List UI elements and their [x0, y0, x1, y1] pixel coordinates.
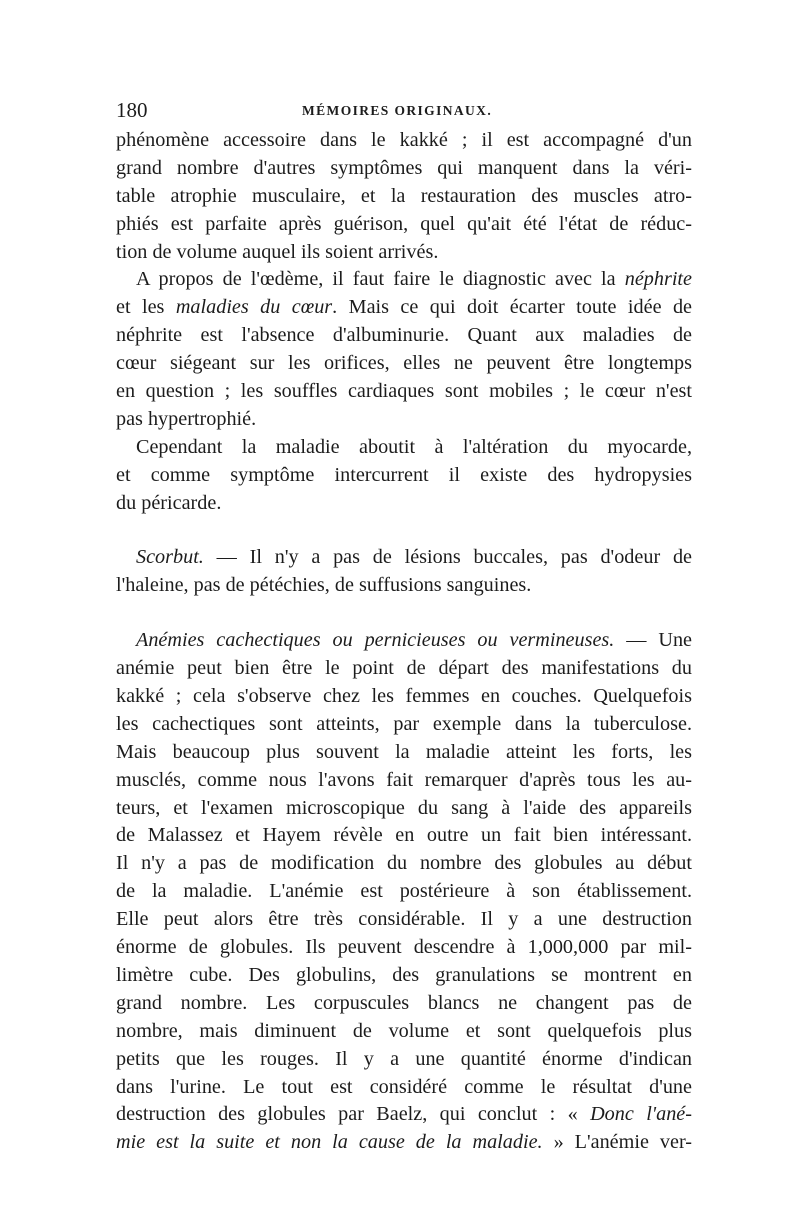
- text-line: destruction des globules par Baelz, qui conclut : « Donc l'ané-: [116, 1103, 692, 1126]
- body-text: [116, 127, 692, 1157]
- text-line: teurs, et l'examen microscopique du sang à l'aide des appareils: [116, 796, 692, 819]
- text-line: A propos de l'œdème, il faut faire le diagnostic avec la néphrite: [136, 268, 692, 291]
- text-line: nombre, mais diminuent de volume et sont quelquefois plus: [116, 1019, 692, 1042]
- text-line: mie est la suite et non la cause de la maladie. » L'anémie ver-: [116, 1131, 692, 1154]
- text-line: Mais beaucoup plus souvent la maladie atteint les forts, les: [116, 740, 692, 763]
- text-line: phiés est parfaite après guérison, quel qu'ait été l'état de réduc-: [116, 212, 692, 235]
- text-line: Anémies cachectiques ou pernicieuses ou vermineuses. — Une: [136, 629, 692, 652]
- text-line: cœur siégeant sur les orifices, elles ne peuvent être longtemps: [116, 352, 692, 375]
- text-line: en question ; les souffles cardiaques sont mobiles ; le cœur n'est: [116, 380, 692, 403]
- text-line: kakké ; cela s'observe chez les femmes en couches. Quelquefois: [116, 685, 692, 708]
- text-line: tion de volume auquel ils soient arrivés.: [116, 240, 439, 263]
- text-line: dans l'urine. Le tout est considéré comme le résultat d'une: [116, 1075, 692, 1098]
- paragraph-gap: [116, 517, 692, 544]
- text-line: Il n'y a pas de modification du nombre des globules au début: [116, 852, 692, 875]
- text-line: Elle peut alors être très considérable. Il y a une destruction: [116, 908, 692, 931]
- text-line: grand nombre. Les corpuscules blancs ne changent pas de: [116, 991, 692, 1014]
- text-line: Scorbut. — Il n'y a pas de lésions buccales, pas d'odeur de: [136, 546, 692, 569]
- text-line: phénomène accessoire dans le kakké ; il est accompagné d'un: [116, 129, 692, 151]
- text-line: grand nombre d'autres symptômes qui manquent dans la véri-: [116, 156, 692, 179]
- text-line: petits que les rouges. Il y a une quantité énorme d'indican: [116, 1047, 692, 1070]
- text-line: musclés, comme nous l'avons fait remarquer d'après tous les au-: [116, 768, 692, 791]
- text-line: les cachectiques sont atteints, par exemple dans la tuberculose.: [116, 712, 692, 735]
- text-line: pas hypertrophié.: [116, 407, 257, 430]
- text-line: énorme de globules. Ils peuvent descendre à 1,000,000 par mil-: [116, 936, 692, 959]
- text-line: l'haleine, pas de pétéchies, de suffusions sanguines.: [116, 574, 532, 597]
- text-line: de la maladie. L'anémie est postérieure à son établissement.: [116, 880, 692, 903]
- text-line: et comme symptôme intercurrent il existe des hydropysies: [116, 463, 692, 486]
- text-line: néphrite est l'absence d'albuminurie. Quant aux maladies de: [116, 324, 692, 347]
- page-header: [116, 98, 692, 124]
- text-line: et les maladies du cœur. Mais ce qui doit écarter toute idée de: [116, 296, 693, 319]
- text-line: Cependant la maladie aboutit à l'altération du myocarde,: [136, 435, 692, 458]
- text-line: limètre cube. Des globulins, des granulations se montrent en: [116, 963, 692, 986]
- running-title: MÉMOIRES ORIGINAUX.: [302, 103, 493, 118]
- text-line: de Malassez et Hayem révèle en outre un fait bien intéressant.: [116, 824, 692, 847]
- text-line: anémie peut bien être le point de départ des manifestations du: [116, 657, 692, 680]
- page-number: 180: [116, 98, 148, 122]
- text-line: table atrophie musculaire, et la restauration des muscles atro-: [116, 184, 692, 207]
- text-line: du péricarde.: [116, 491, 222, 514]
- paragraph-gap: [116, 600, 692, 627]
